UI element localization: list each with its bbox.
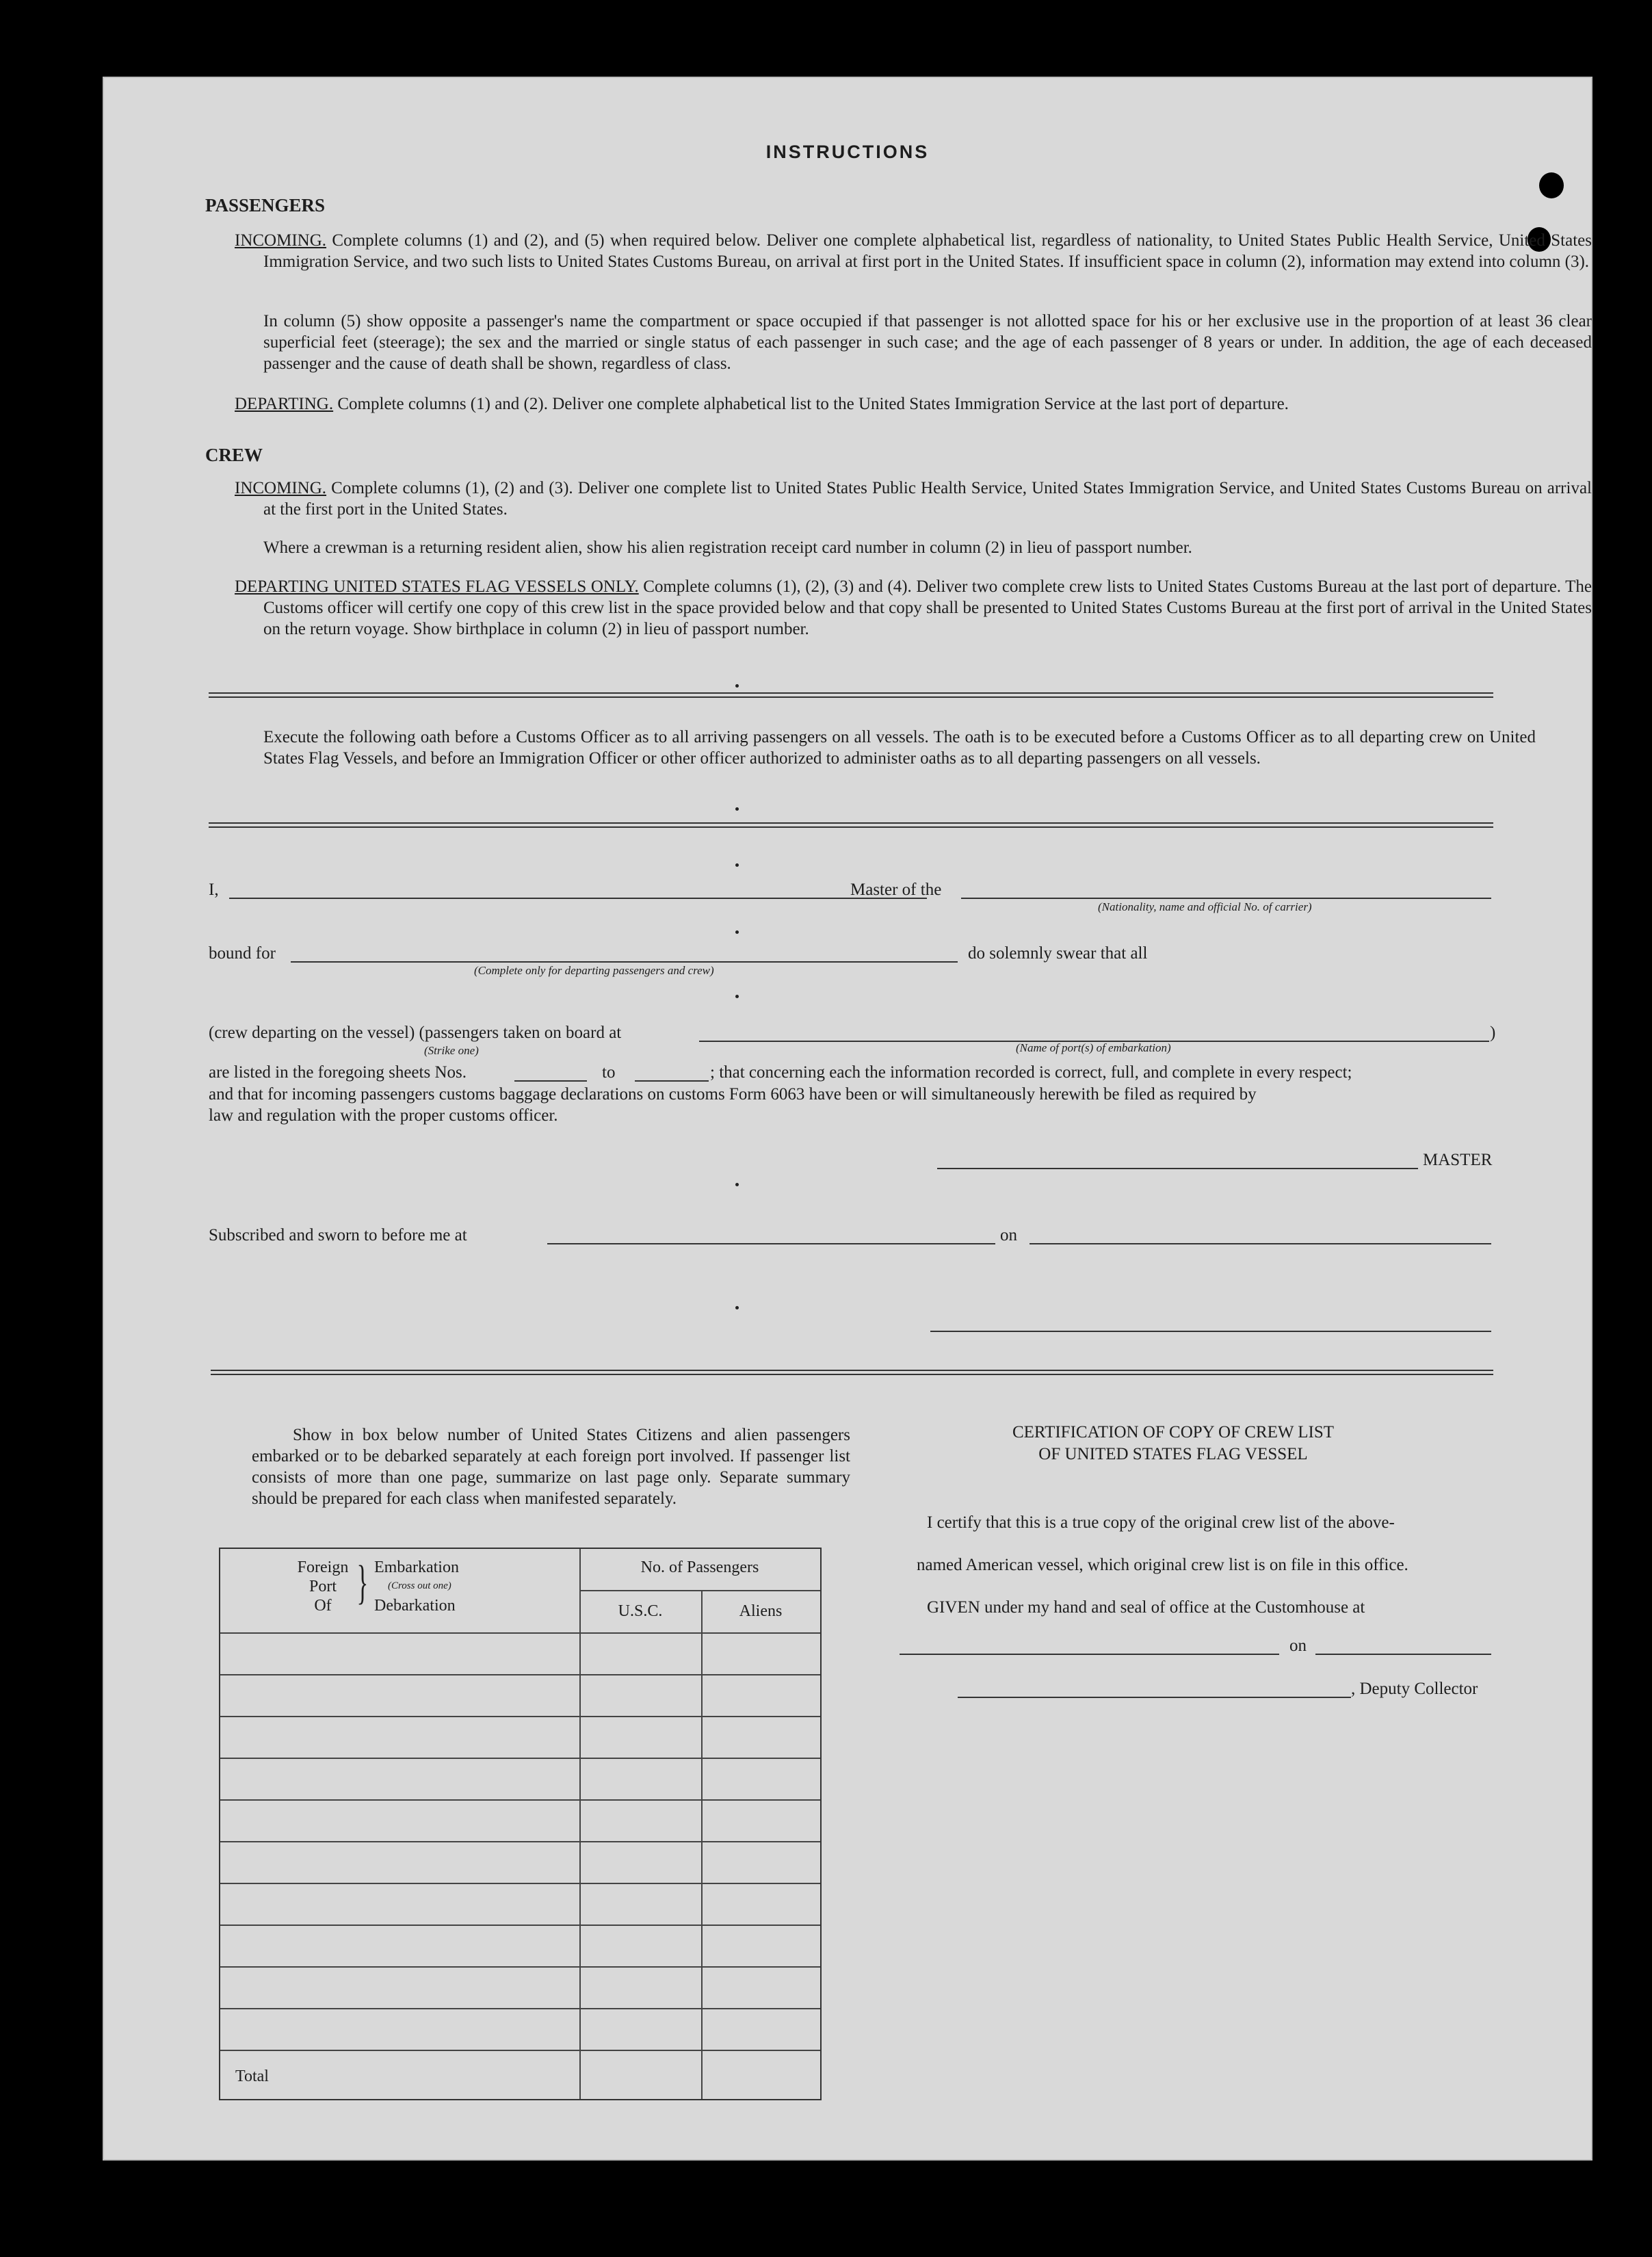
departing-text: Complete columns (1) and (2). Deliver one complete alphabetical list to the United States Immigration Service at the last port of departure. — [333, 395, 1289, 413]
crew-departing-paragraph — [235, 576, 1592, 640]
close-paren: ) — [1490, 1023, 1496, 1042]
to-label: to — [602, 1063, 616, 1082]
carrier-note: (Nationality, name and official No. of carrier) — [1098, 900, 1312, 913]
subscribed-label: Subscribed and sworn to before me at — [209, 1226, 467, 1244]
page-title: INSTRUCTIONS — [765, 142, 930, 162]
master-signature-field[interactable] — [937, 1168, 1418, 1169]
passengers-departing-paragraph — [235, 393, 1592, 415]
master-label: MASTER — [1423, 1151, 1493, 1169]
certification-heading — [951, 1422, 1395, 1465]
port-label: Port — [309, 1578, 337, 1595]
of-label: Of — [314, 1597, 332, 1615]
customhouse-field[interactable] — [900, 1654, 1279, 1655]
officer-signature-field[interactable] — [930, 1331, 1491, 1332]
complete-only-note: (Complete only for departing passengers and crew) — [474, 964, 714, 977]
form-page — [103, 77, 1592, 2161]
oath-line2: and that for incoming passengers customs baggage declarations on customs Form 6063 have been or will simultaneously herewith be filed as required by — [209, 1085, 1257, 1104]
divider — [209, 822, 1493, 828]
crew-incoming-paragraph — [235, 478, 1592, 520]
crew-departing-lead: DEPARTING UNITED STATES FLAG VESSELS ONLY. — [235, 577, 639, 596]
certification-heading-line2: OF UNITED STATES FLAG VESSEL — [1038, 1445, 1308, 1463]
taken-on-board-label: (crew departing on the vessel) (passengers taken on board at — [209, 1023, 622, 1042]
crew-departing-text: Complete columns (1), (2), (3) and (4). Deliver two complete crew lists to United States Customs Bureau at the last port of departure. The Customs officer will certify one copy of this crew list in the space provided below and that copy shall be presented to United States Customs Bureau at the first port of arrival in the United States on the return voyage. Show birthplace in column (2) in lieu of passport number. — [263, 577, 1592, 638]
deputy-collector-signature[interactable] — [958, 1697, 1351, 1698]
sworn-date-field[interactable] — [1030, 1243, 1491, 1244]
divider — [211, 1370, 1493, 1375]
departing-lead: DEPARTING. — [235, 395, 334, 413]
sheet-from-field[interactable] — [514, 1080, 587, 1082]
certify-line3: GIVEN under my hand and seal of office at the Customhouse at — [927, 1598, 1365, 1617]
crew-heading: CREW — [205, 445, 263, 465]
sworn-on-label: on — [1000, 1226, 1017, 1244]
bound-for-field[interactable] — [291, 961, 958, 963]
sworn-place-field[interactable] — [547, 1243, 995, 1244]
i-label: I, — [209, 880, 219, 899]
summary-text: Show in box below number of United States Citizens and alien passengers embarked or to be debarked separately at each foreign port involved. If passenger list consists of more than one page, summarize on last page only. Separate summary should be prepared for each class when manifested separately. — [252, 1426, 850, 1508]
strike-one-note: (Strike one) — [424, 1044, 479, 1057]
incoming-lead: INCOMING. — [235, 231, 327, 250]
debarkation-label: Debarkation — [374, 1597, 456, 1615]
passenger-summary-table: Foreign Port Of } Embarkation (Cross out one) Debarkation No. of Passengers U.S.C. Aliens Total — [219, 1548, 822, 2100]
certification-heading-line1: CERTIFICATION OF COPY OF CREW LIST — [1012, 1423, 1335, 1441]
total-label: Total — [235, 2067, 269, 2085]
cert-date-field[interactable] — [1315, 1654, 1491, 1655]
no-of-passengers-header: No. of Passengers — [640, 1558, 759, 1576]
certify-line2: named American vessel, which original crew list is on file in this office. — [917, 1556, 1408, 1574]
master-name-field[interactable] — [229, 898, 927, 899]
master-of-label: Master of the — [850, 880, 942, 899]
cross-out-note: (Cross out one) — [388, 1580, 451, 1591]
swear-label: do solemnly swear that all — [968, 944, 1148, 963]
passengers-incoming-paragraph — [235, 230, 1592, 272]
certify-line1: I certify that this is a true copy of the original crew list of the above- — [927, 1513, 1395, 1532]
foreign-label: Foreign — [297, 1558, 349, 1576]
crewman-paragraph: Where a crewman is a returning resident alien, show his alien registration receipt card number in column (2) in lieu of passport number. — [263, 538, 1192, 557]
usc-header: U.S.C. — [618, 1602, 663, 1620]
passengers-heading: PASSENGERS — [205, 195, 326, 216]
ports-note: (Name of port(s) of embarkation) — [1016, 1041, 1171, 1054]
bound-for-label: bound for — [209, 944, 276, 963]
cert-on-label: on — [1289, 1636, 1307, 1655]
crew-incoming-text: Complete columns (1), (2) and (3). Deliver one complete list to United States Public Health Service, United States Immigration Service, and United States Customs Bureau on arrival at the first port in the United States. — [263, 479, 1592, 519]
embarkation-label: Embarkation — [374, 1558, 459, 1576]
summary-instructions — [252, 1424, 850, 1509]
sheets-label: are listed in the foregoing sheets Nos. — [209, 1063, 467, 1082]
incoming-text: Complete columns (1) and (2), and (5) when required below. Deliver one complete alphabetical list, regardless of nationality, to United States Public Health Service, United States Immigration Service, and two such lists to United States Customs Bureau, on arrival at first port in the United States. If insufficient space in column (2), information may extend into column (3). — [263, 231, 1592, 271]
deputy-collector-label: , Deputy Collector — [1351, 1680, 1478, 1698]
execute-oath-paragraph: Execute the following oath before a Customs Officer as to all arriving passengers on all vessels. The oath is to be executed before a Customs Officer as to all departing crew on United States Flag Vessels, and before an Immigration Officer or other officer authorized to administer oaths as to all departing passengers on all vessels. — [263, 728, 1536, 768]
aliens-header: Aliens — [739, 1602, 783, 1620]
crew-incoming-lead: INCOMING. — [235, 479, 327, 497]
sheet-to-field[interactable] — [635, 1080, 709, 1082]
ink-blot — [1539, 172, 1564, 198]
sheets-rest: ; that concerning each the information recorded is correct, full, and complete in every respect; — [710, 1063, 1352, 1082]
oath-line3: law and regulation with the proper customs officer. — [209, 1106, 558, 1125]
column5-paragraph: In column (5) show opposite a passenger's name the compartment or space occupied if that passenger is not allotted space for his or her exclusive use in the proportion of at least 36 clear superficial feet (steerage); the sex and the married or single status of each passenger in such case; and the age of each passenger of 8 years or under. In addition, the age of each deceased passenger and the cause of death shall be shown, regardless of class. — [263, 312, 1592, 373]
carrier-field[interactable] — [961, 898, 1491, 899]
divider — [209, 692, 1493, 698]
